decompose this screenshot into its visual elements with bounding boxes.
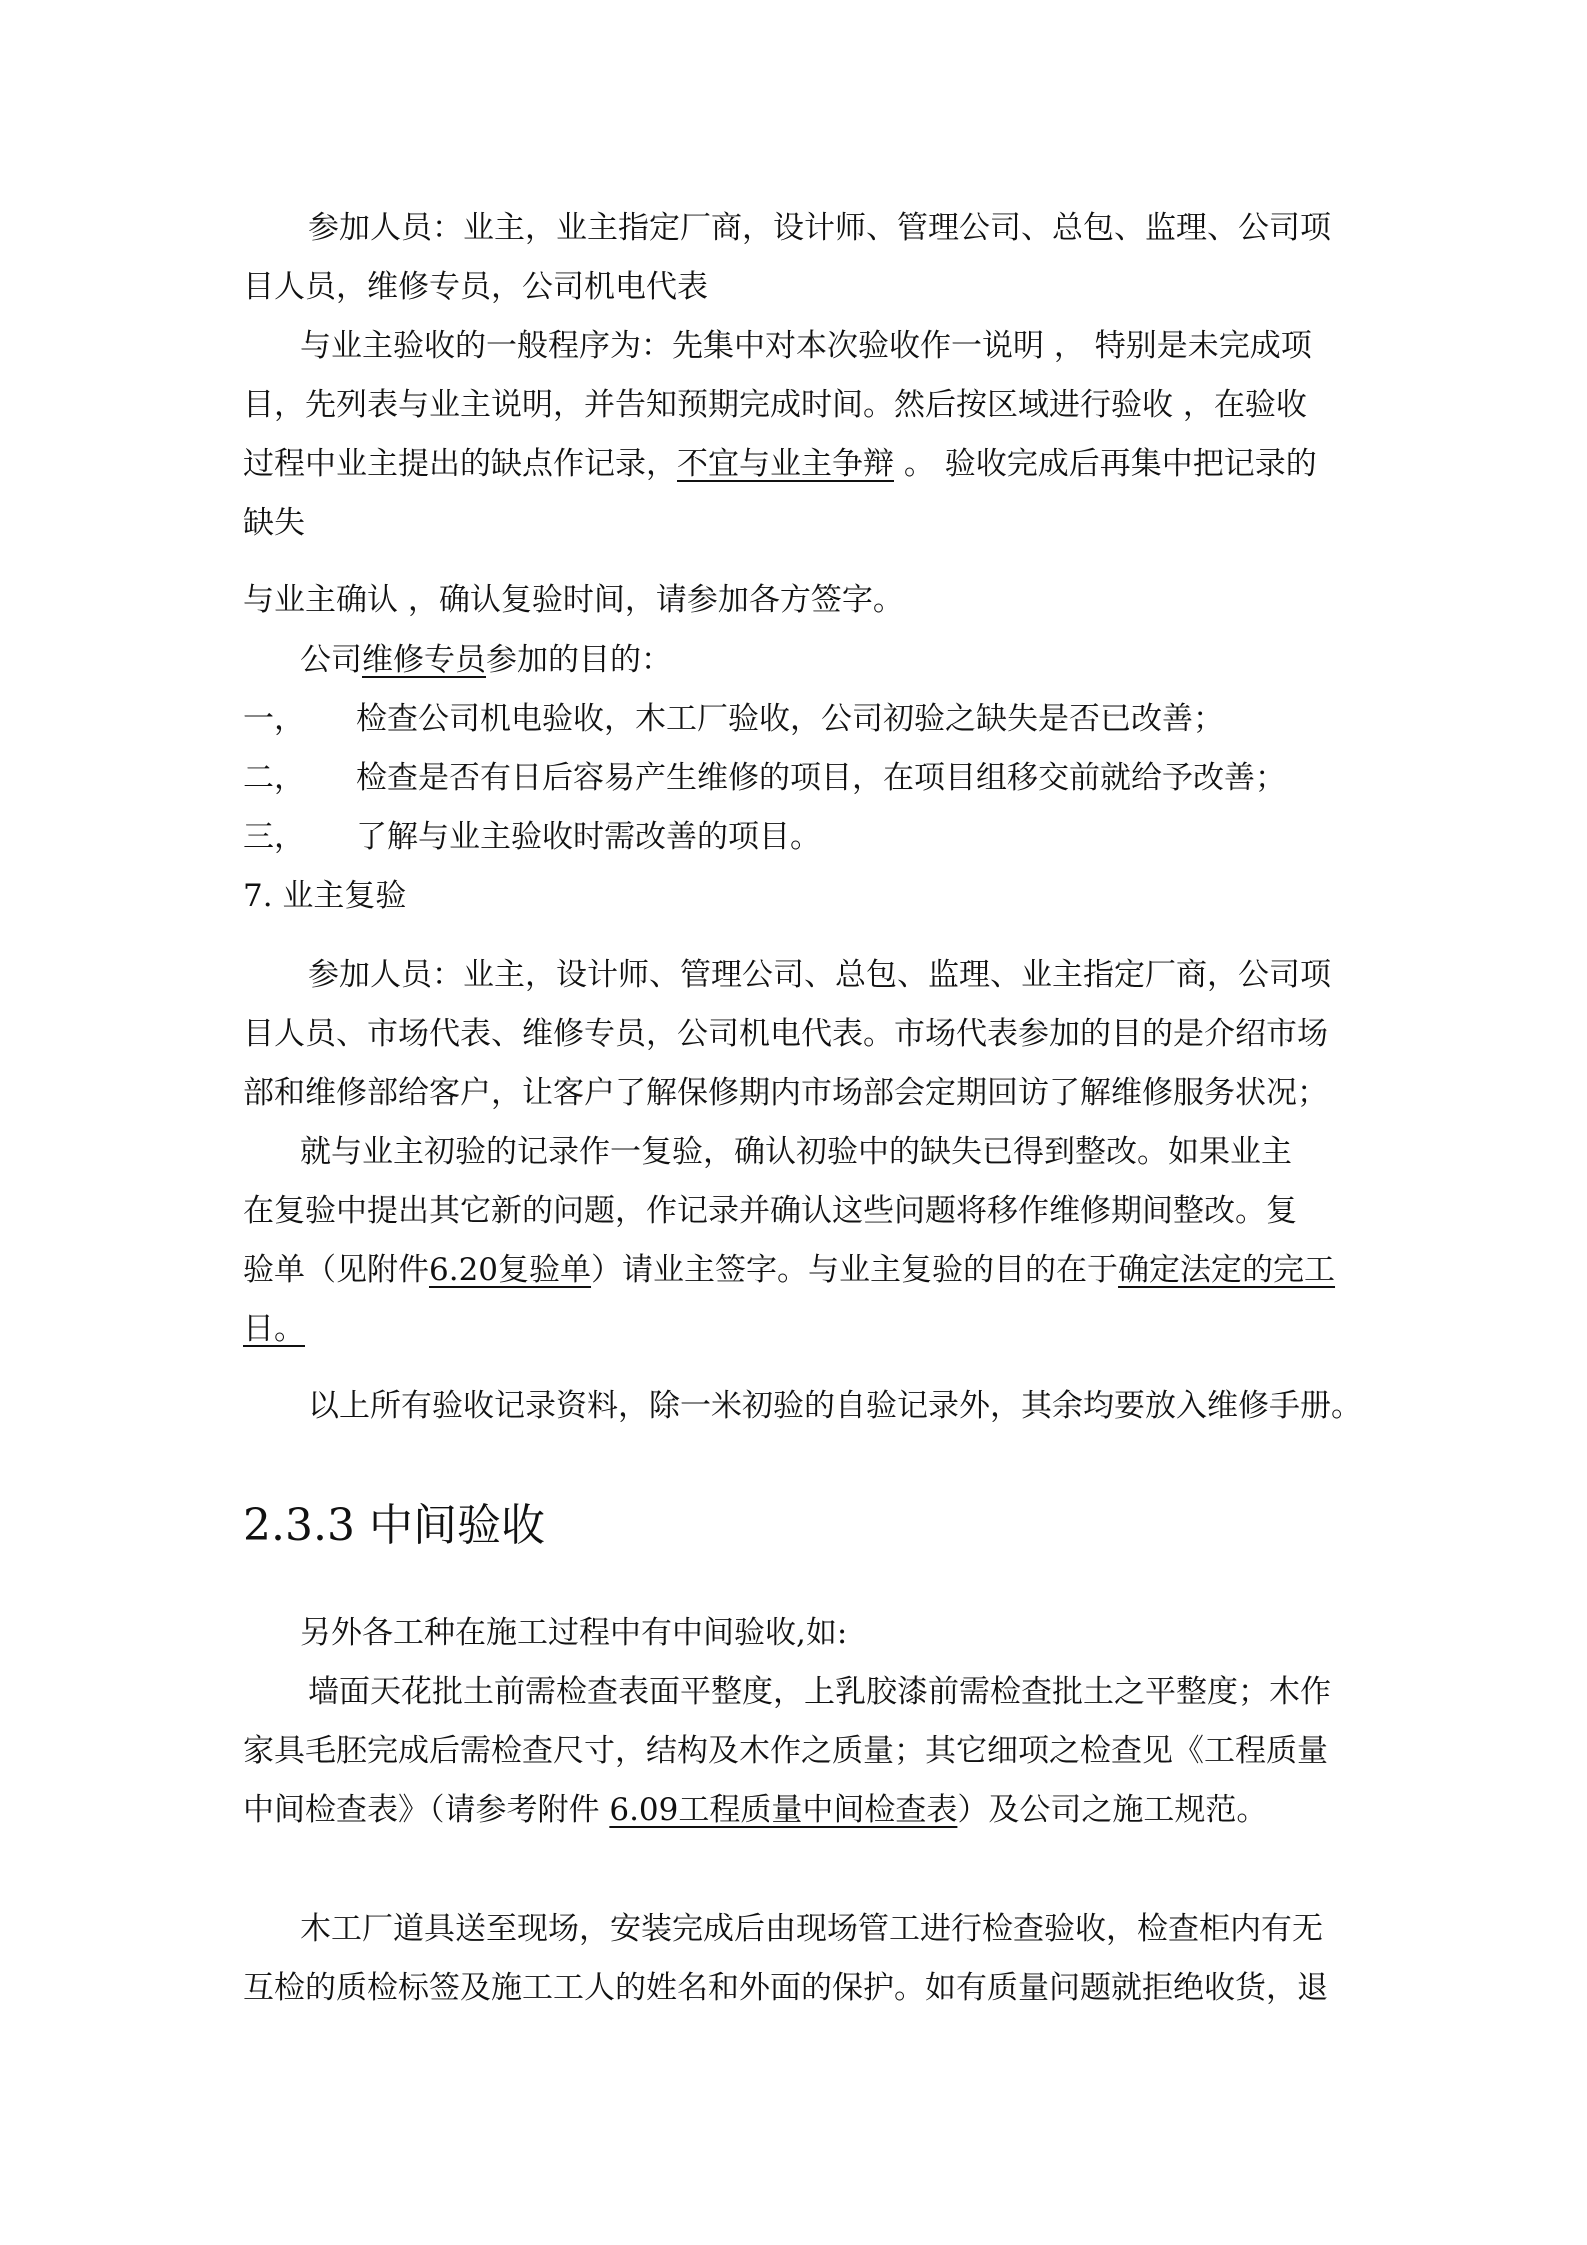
p9-line-1: 木工厂道具送至现场，安装完成后由现场管工进行检查验收，检查柜内有无 (300, 1911, 1323, 1947)
p2-line-5: 与业主确认 ，确认复验时间，请参加各方签字。 (243, 582, 904, 618)
p5-line-3-text-mid: ）请业主签字。与业主复验的目的在于 (591, 1252, 1119, 1288)
p4-line-3: 部和维修部给客户，让客户了解保修期内市场部会定期回访了解维修服务状况； (243, 1075, 1328, 1111)
p8-line-3-text-end: ）及公司之施工规范。 (957, 1792, 1268, 1828)
underlined-phrase: 维修专员 (362, 642, 486, 678)
list-number: 二， (243, 760, 305, 796)
p9-line-2: 互检的质检标签及施工工人的姓名和外面的保护。如有质量问题就拒绝收货，退 (243, 1970, 1328, 2006)
p5-line-4 (243, 1309, 305, 1349)
p3-line (300, 640, 672, 680)
list-text: 检查公司机电验收，木工厂验收，公司初验之缺失是否已改善； (356, 701, 1224, 737)
p4-line-2: 目人员、市场代表、维修专员，公司机电代表。市场代表参加的目的是介绍市场 (243, 1016, 1328, 1052)
list-item (243, 758, 1286, 798)
list-number: 三， (243, 819, 305, 855)
p5-line-2: 在复验中提出其它新的问题，作记录并确认这些问题将移作维修期间整改。复 (243, 1193, 1297, 1229)
p2-line-1: 与业主验收的一般程序为：先集中对本次验收作一说明 ， 特别是未完成项 (300, 328, 1312, 364)
p6-line: 以上所有验收记录资料，除一米初验的自验记录外，其余均要放入维修手册。 (308, 1388, 1362, 1424)
list-text: 了解与业主验收时需改善的项目。 (356, 819, 821, 855)
section-7-title: 7. 业主复验 (243, 878, 407, 914)
section-heading: 2.3.3 中间验收 (243, 1500, 545, 1551)
underlined-phrase: 日。 (243, 1311, 305, 1347)
underlined-phrase: 不宜与业主争辩 (677, 446, 894, 482)
p5-line-1: 就与业主初验的记录作一复验，确认初验中的缺失已得到整改。如果业主 (300, 1134, 1292, 1170)
list-item (243, 817, 821, 857)
p5-line-3 (243, 1250, 1335, 1290)
p8-line-3-text: 中间检查表》（请参考附件 (243, 1792, 610, 1828)
p3-text-end: 参加的目的： (486, 642, 672, 678)
p7-line: 另外各工种在施工过程中有中间验收,如: (300, 1615, 848, 1651)
underlined-phrase: 确定法定的完工 (1118, 1252, 1336, 1288)
attachment-reference: 6.09工程质量中间检查表 (609, 1792, 958, 1828)
p2-line-4: 缺失 (243, 505, 305, 541)
p2-line-3 (243, 444, 1317, 484)
p8-line-3 (243, 1790, 1267, 1830)
attachment-reference: 6.20复验单 (429, 1252, 592, 1288)
p1-line-1: 参加人员：业主，业主指定厂商，设计师、管理公司、总包、监理、公司项 (308, 210, 1331, 246)
p5-line-3-text: 验单（见附件 (243, 1252, 429, 1288)
p3-text: 公司 (300, 642, 362, 678)
list-number: 一， (243, 701, 305, 737)
list-item (243, 699, 1224, 739)
p8-line-1: 墙面天花批土前需检查表面平整度，上乳胶漆前需检查批土之平整度；木作 (308, 1674, 1331, 1710)
list-text: 检查是否有日后容易产生维修的项目，在项目组移交前就给予改善； (356, 760, 1286, 796)
p8-line-2: 家具毛胚完成后需检查尺寸，结构及木作之质量；其它细项之检查见《工程质量 (243, 1733, 1328, 1769)
p2-line-3-text-end: 。 验收完成后再集中把记录的 (894, 446, 1317, 482)
p2-line-2: 目，先列表与业主说明，并告知预期完成时间。然后按区域进行验收 ，在验收 (243, 387, 1307, 423)
p1-line-2: 目人员，维修专员，公司机电代表 (243, 269, 708, 305)
p2-line-3-text: 过程中业主提出的缺点作记录， (243, 446, 677, 482)
p4-line-1: 参加人员：业主，设计师、管理公司、总包、监理、业主指定厂商，公司项 (308, 957, 1331, 993)
